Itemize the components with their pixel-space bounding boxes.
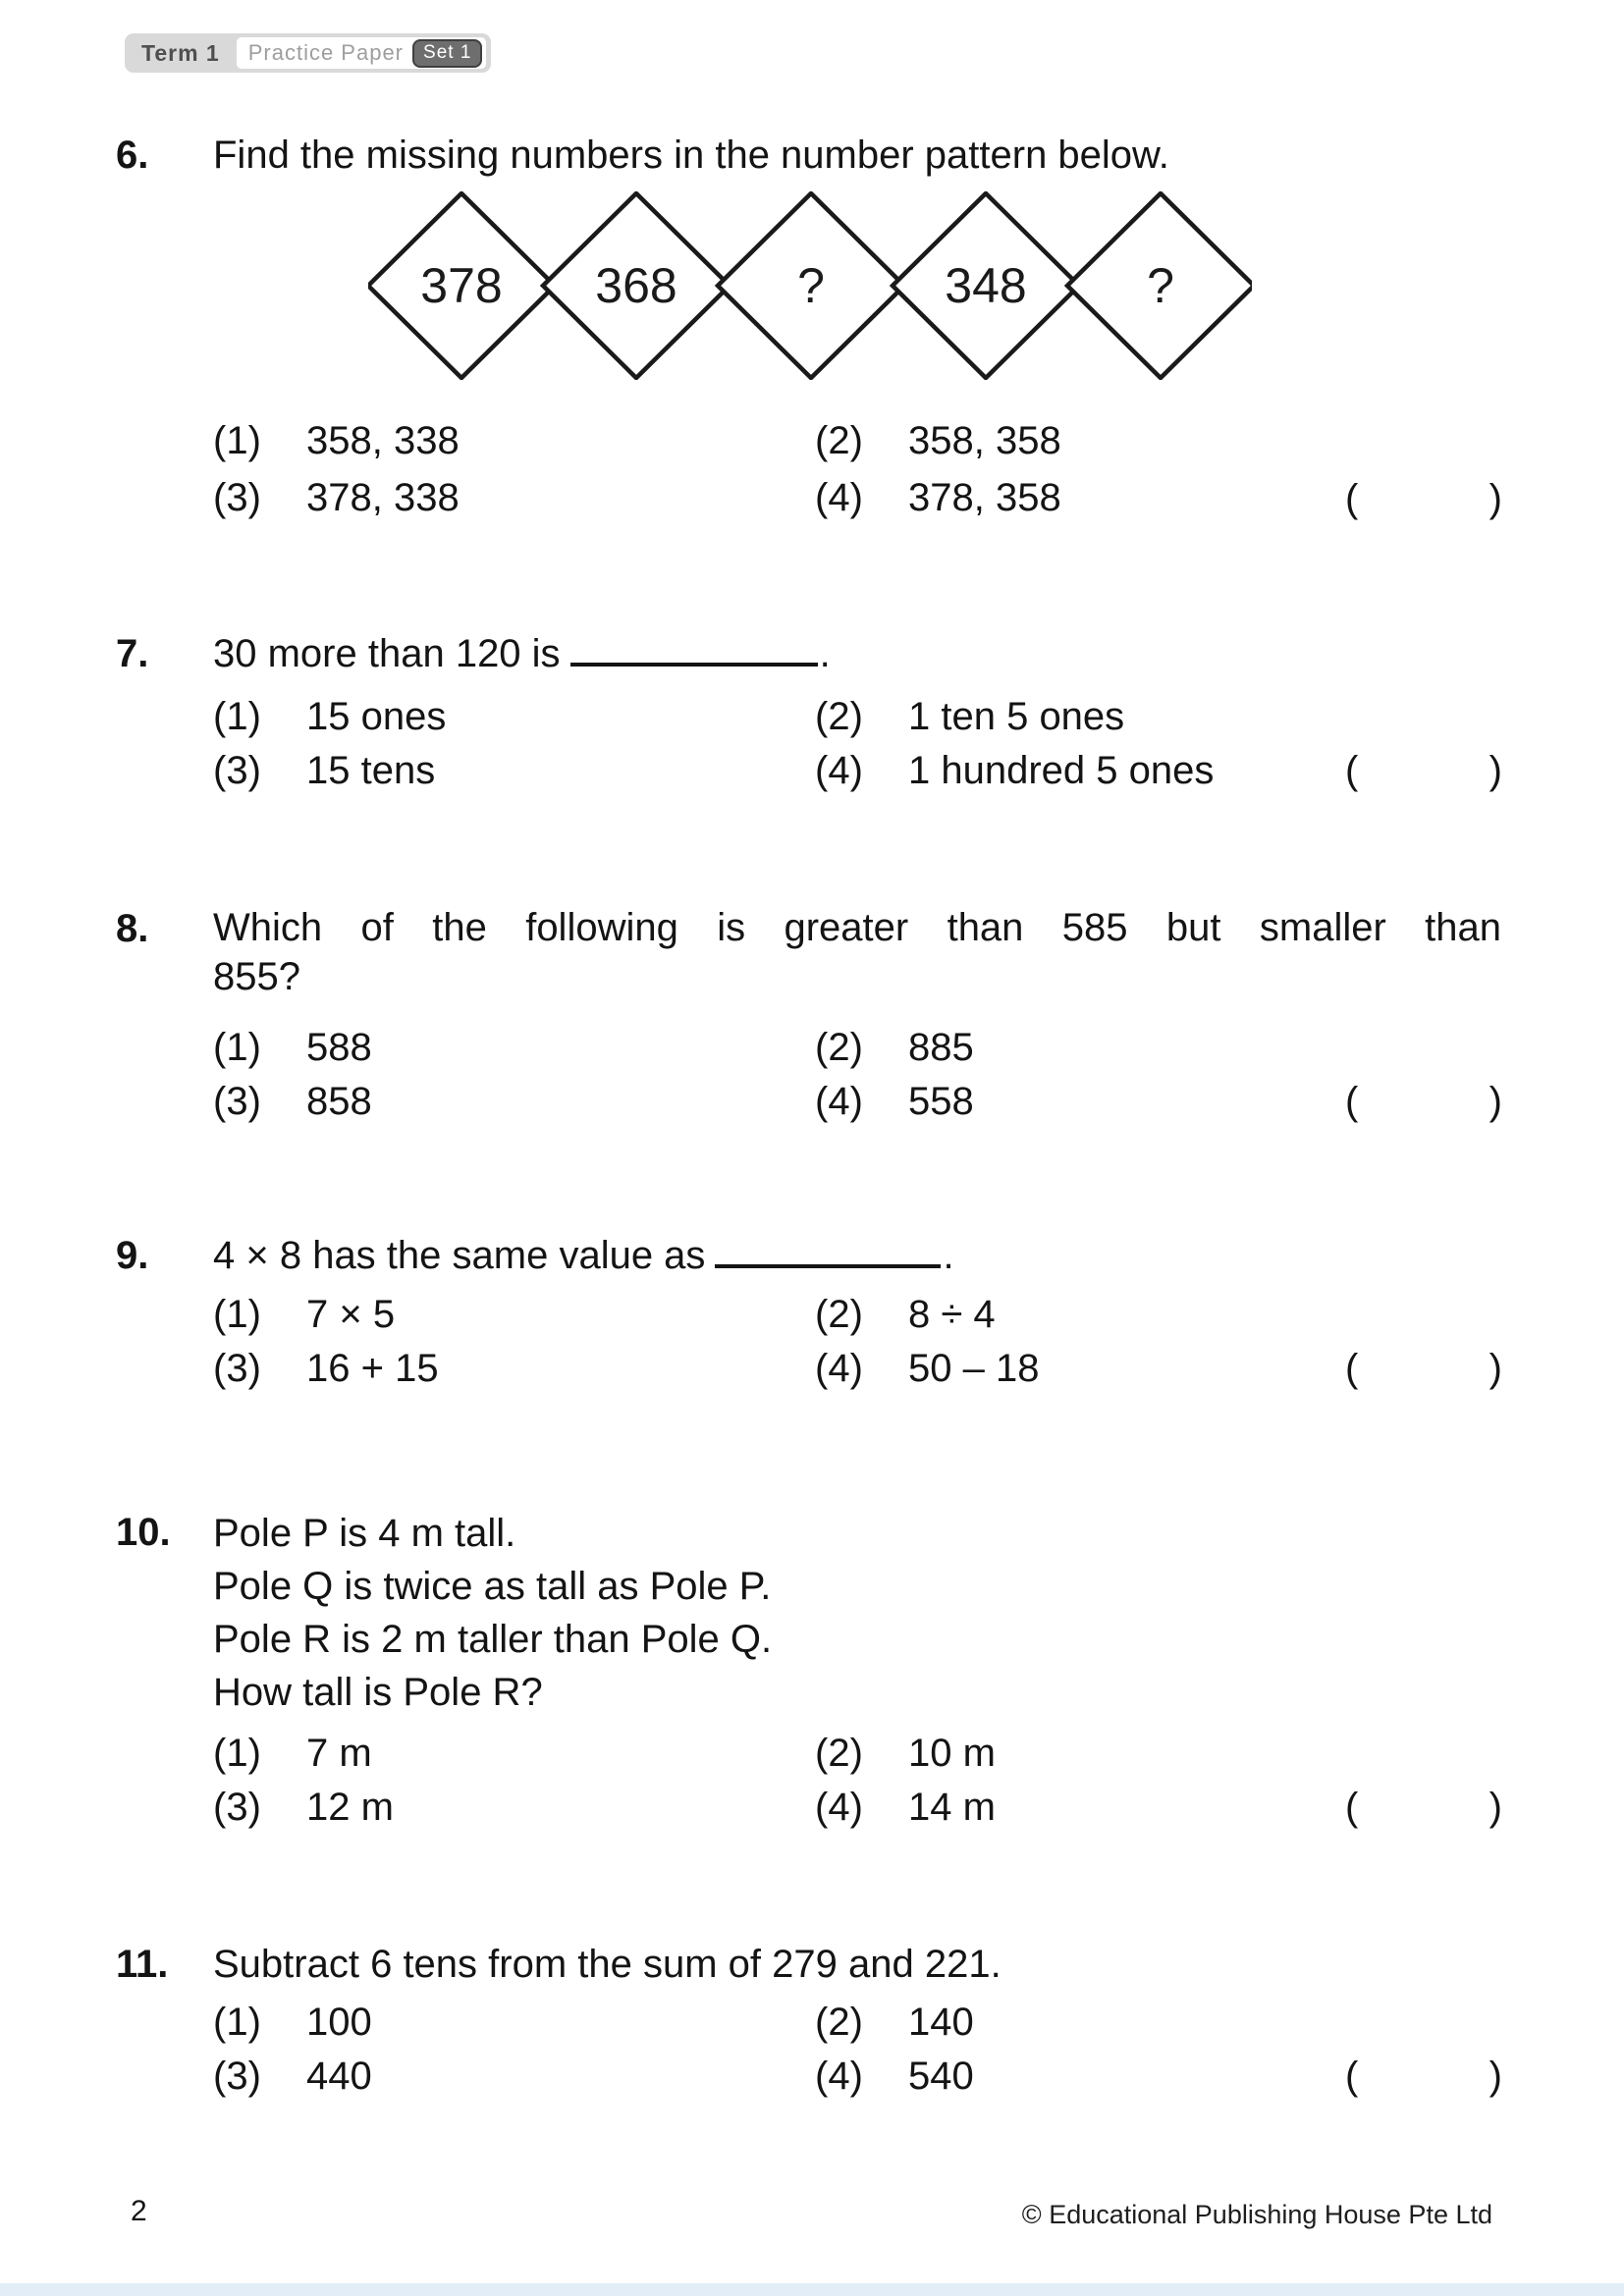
option-4-text: 1 hundred 5 ones: [908, 749, 1215, 792]
option-4: [815, 469, 1061, 526]
answer-bracket: [1345, 2050, 1502, 2104]
bracket-close: ): [1489, 1080, 1502, 1123]
option-2-text: 10 m: [908, 1732, 996, 1775]
question-10-number: 10.: [116, 1511, 171, 1554]
number-pattern-diamonds: [368, 191, 1252, 380]
question-11-text: Subtract 6 tens from the sum of 279 and 221.: [213, 1943, 1001, 1986]
option-row: [213, 1996, 1502, 2050]
option-1-text: 100: [306, 2001, 372, 2044]
option-2: [815, 1021, 974, 1075]
option-1-text: 588: [306, 1026, 372, 1069]
option-2-text: 358, 358: [908, 419, 1061, 462]
answer-blank: [715, 1231, 941, 1268]
option-2-text: 1 ten 5 ones: [908, 695, 1125, 738]
option-2-number: (2): [815, 1026, 863, 1069]
question-8-number: 8.: [116, 907, 149, 950]
question-6-options: [213, 412, 1502, 526]
option-row: [213, 1781, 1502, 1835]
bottom-edge-strip: [0, 2283, 1624, 2296]
question-10-line1: Pole P is 4 m tall.: [213, 1512, 516, 1555]
copyright-text: © Educational Publishing House Pte Ltd: [1021, 2200, 1492, 2229]
answer-bracket: [1345, 744, 1502, 798]
option-2-number: (2): [815, 419, 863, 462]
option-1-number: (1): [213, 419, 261, 462]
option-2-number: (2): [815, 1732, 863, 1775]
option-2-number: (2): [815, 695, 863, 738]
set-badge: Set 1: [412, 39, 482, 68]
term-label: Term 1: [141, 39, 220, 66]
option-4-number: (4): [815, 2055, 863, 2098]
question-6-text: Find the missing numbers in the number pattern below.: [213, 133, 1169, 177]
option-1-number: (1): [213, 695, 261, 738]
bracket-open: (: [1345, 2055, 1359, 2098]
option-1: [213, 412, 815, 469]
question-8-text-line1: Which of the following is greater than 585 but smaller than: [213, 906, 1501, 949]
question-7-number: 7.: [116, 632, 149, 675]
option-4: [815, 744, 1214, 798]
option-3: [213, 1342, 815, 1396]
question-8-options: [213, 1021, 1502, 1129]
option-3-text: 378, 338: [306, 476, 460, 519]
option-2-number: (2): [815, 1293, 863, 1336]
question-8-text-line2: 855?: [213, 955, 300, 998]
question-9-suffix: .: [943, 1234, 954, 1277]
option-1: [213, 1996, 815, 2050]
option-1-number: (1): [213, 1293, 261, 1336]
question-11: [116, 1939, 1502, 2104]
question-10-line4: How tall is Pole R?: [213, 1671, 543, 1714]
option-3-text: 440: [306, 2055, 372, 2098]
paper-title: Practice Paper: [247, 40, 405, 65]
bracket-close: ): [1489, 749, 1502, 792]
page-number: 2: [131, 2195, 147, 2227]
bracket-close: ): [1489, 2055, 1502, 2098]
option-4-number: (4): [815, 749, 863, 792]
answer-blank: [570, 629, 818, 667]
option-4-number: (4): [815, 1786, 863, 1829]
answer-bracket: [1345, 1781, 1502, 1835]
question-10-line3: Pole R is 2 m taller than Pole Q.: [213, 1618, 773, 1661]
option-3: [213, 2050, 815, 2104]
question-11-number: 11.: [116, 1943, 169, 1986]
option-row: [213, 1075, 1502, 1129]
option-2-text: 885: [908, 1026, 974, 1069]
option-1-text: 7 m: [306, 1732, 372, 1775]
option-4-text: 540: [908, 2055, 974, 2098]
option-3-number: (3): [213, 1347, 261, 1390]
option-3-text: 15 tens: [306, 749, 436, 792]
option-3-number: (3): [213, 1080, 261, 1123]
answer-bracket: [1345, 472, 1502, 526]
option-2-text: 140: [908, 2001, 974, 2044]
question-9-prefix: 4 × 8 has the same value as: [213, 1234, 706, 1277]
option-1: [213, 1727, 815, 1781]
question-7-prefix: 30 more than 120 is: [213, 632, 561, 675]
option-4-number: (4): [815, 1080, 863, 1123]
diamond-value-1: 378: [420, 258, 503, 313]
question-6-number: 6.: [116, 133, 149, 177]
option-1: [213, 1021, 815, 1075]
bracket-open: (: [1345, 1347, 1359, 1390]
option-2-number: (2): [815, 2001, 863, 2044]
option-1-text: 15 ones: [306, 695, 447, 738]
option-4-text: 558: [908, 1080, 974, 1123]
option-1-number: (1): [213, 2001, 261, 2044]
question-8: [116, 903, 1502, 1129]
header-badge-inner: [237, 37, 487, 69]
option-2-text: 8 ÷ 4: [908, 1293, 996, 1336]
option-row: [213, 1021, 1502, 1075]
question-10-options: [213, 1727, 1502, 1835]
option-3: [213, 469, 815, 526]
option-3-number: (3): [213, 1786, 261, 1829]
bracket-close: ): [1489, 477, 1502, 520]
option-row: [213, 1727, 1502, 1781]
diamond-value-3: ?: [797, 258, 825, 313]
header-badge: [125, 33, 491, 73]
option-4-text: 14 m: [908, 1786, 996, 1829]
bracket-open: (: [1345, 1080, 1359, 1123]
question-7-text: [213, 628, 1502, 679]
option-3: [213, 1075, 815, 1129]
option-row: [213, 2050, 1502, 2104]
option-row: [213, 690, 1502, 744]
option-4: [815, 1342, 1039, 1396]
option-2: [815, 1996, 974, 2050]
bracket-close: ): [1489, 1786, 1502, 1829]
option-1: [213, 1288, 815, 1342]
answer-bracket: [1345, 1075, 1502, 1129]
question-11-options: [213, 1996, 1502, 2104]
option-2: [815, 1288, 996, 1342]
question-10: [116, 1507, 1502, 1835]
option-row: [213, 469, 1502, 526]
option-1-text: 358, 338: [306, 419, 460, 462]
option-3-number: (3): [213, 749, 261, 792]
option-1-number: (1): [213, 1026, 261, 1069]
option-row: [213, 744, 1502, 798]
option-2: [815, 412, 1061, 469]
option-4-number: (4): [815, 1347, 863, 1390]
option-4: [815, 2050, 974, 2104]
option-1-number: (1): [213, 1732, 261, 1775]
question-9-number: 9.: [116, 1234, 149, 1277]
question-7: [116, 628, 1502, 798]
question-9-text: [213, 1230, 1502, 1281]
question-10-line2: Pole Q is twice as tall as Pole P.: [213, 1565, 772, 1608]
diamond-value-2: 368: [595, 258, 677, 313]
option-row: [213, 1342, 1502, 1396]
bracket-close: ): [1489, 1347, 1502, 1390]
option-4: [815, 1075, 974, 1129]
diamond-value-5: ?: [1147, 258, 1174, 313]
option-row: [213, 1288, 1502, 1342]
option-1: [213, 690, 815, 744]
option-4-text: 50 – 18: [908, 1347, 1040, 1390]
option-3: [213, 744, 815, 798]
option-3-text: 12 m: [306, 1786, 394, 1829]
bracket-open: (: [1345, 749, 1359, 792]
option-3-text: 16 + 15: [306, 1347, 439, 1390]
question-6: [116, 130, 1502, 526]
option-3: [213, 1781, 815, 1835]
option-row: [213, 412, 1502, 469]
answer-bracket: [1345, 1342, 1502, 1396]
option-3-number: (3): [213, 2055, 261, 2098]
question-9: [116, 1230, 1502, 1396]
option-3-text: 858: [306, 1080, 372, 1123]
option-4: [815, 1781, 996, 1835]
option-2: [815, 690, 1124, 744]
option-2: [815, 1727, 996, 1781]
question-7-options: [213, 690, 1502, 798]
question-7-suffix: .: [819, 632, 831, 675]
diamond-value-4: 348: [945, 258, 1027, 313]
option-3-number: (3): [213, 476, 261, 519]
bracket-open: (: [1345, 477, 1359, 520]
bracket-open: (: [1345, 1786, 1359, 1829]
question-9-options: [213, 1288, 1502, 1396]
option-1-text: 7 × 5: [306, 1293, 396, 1336]
option-4-number: (4): [815, 476, 863, 519]
option-4-text: 378, 358: [908, 476, 1061, 519]
